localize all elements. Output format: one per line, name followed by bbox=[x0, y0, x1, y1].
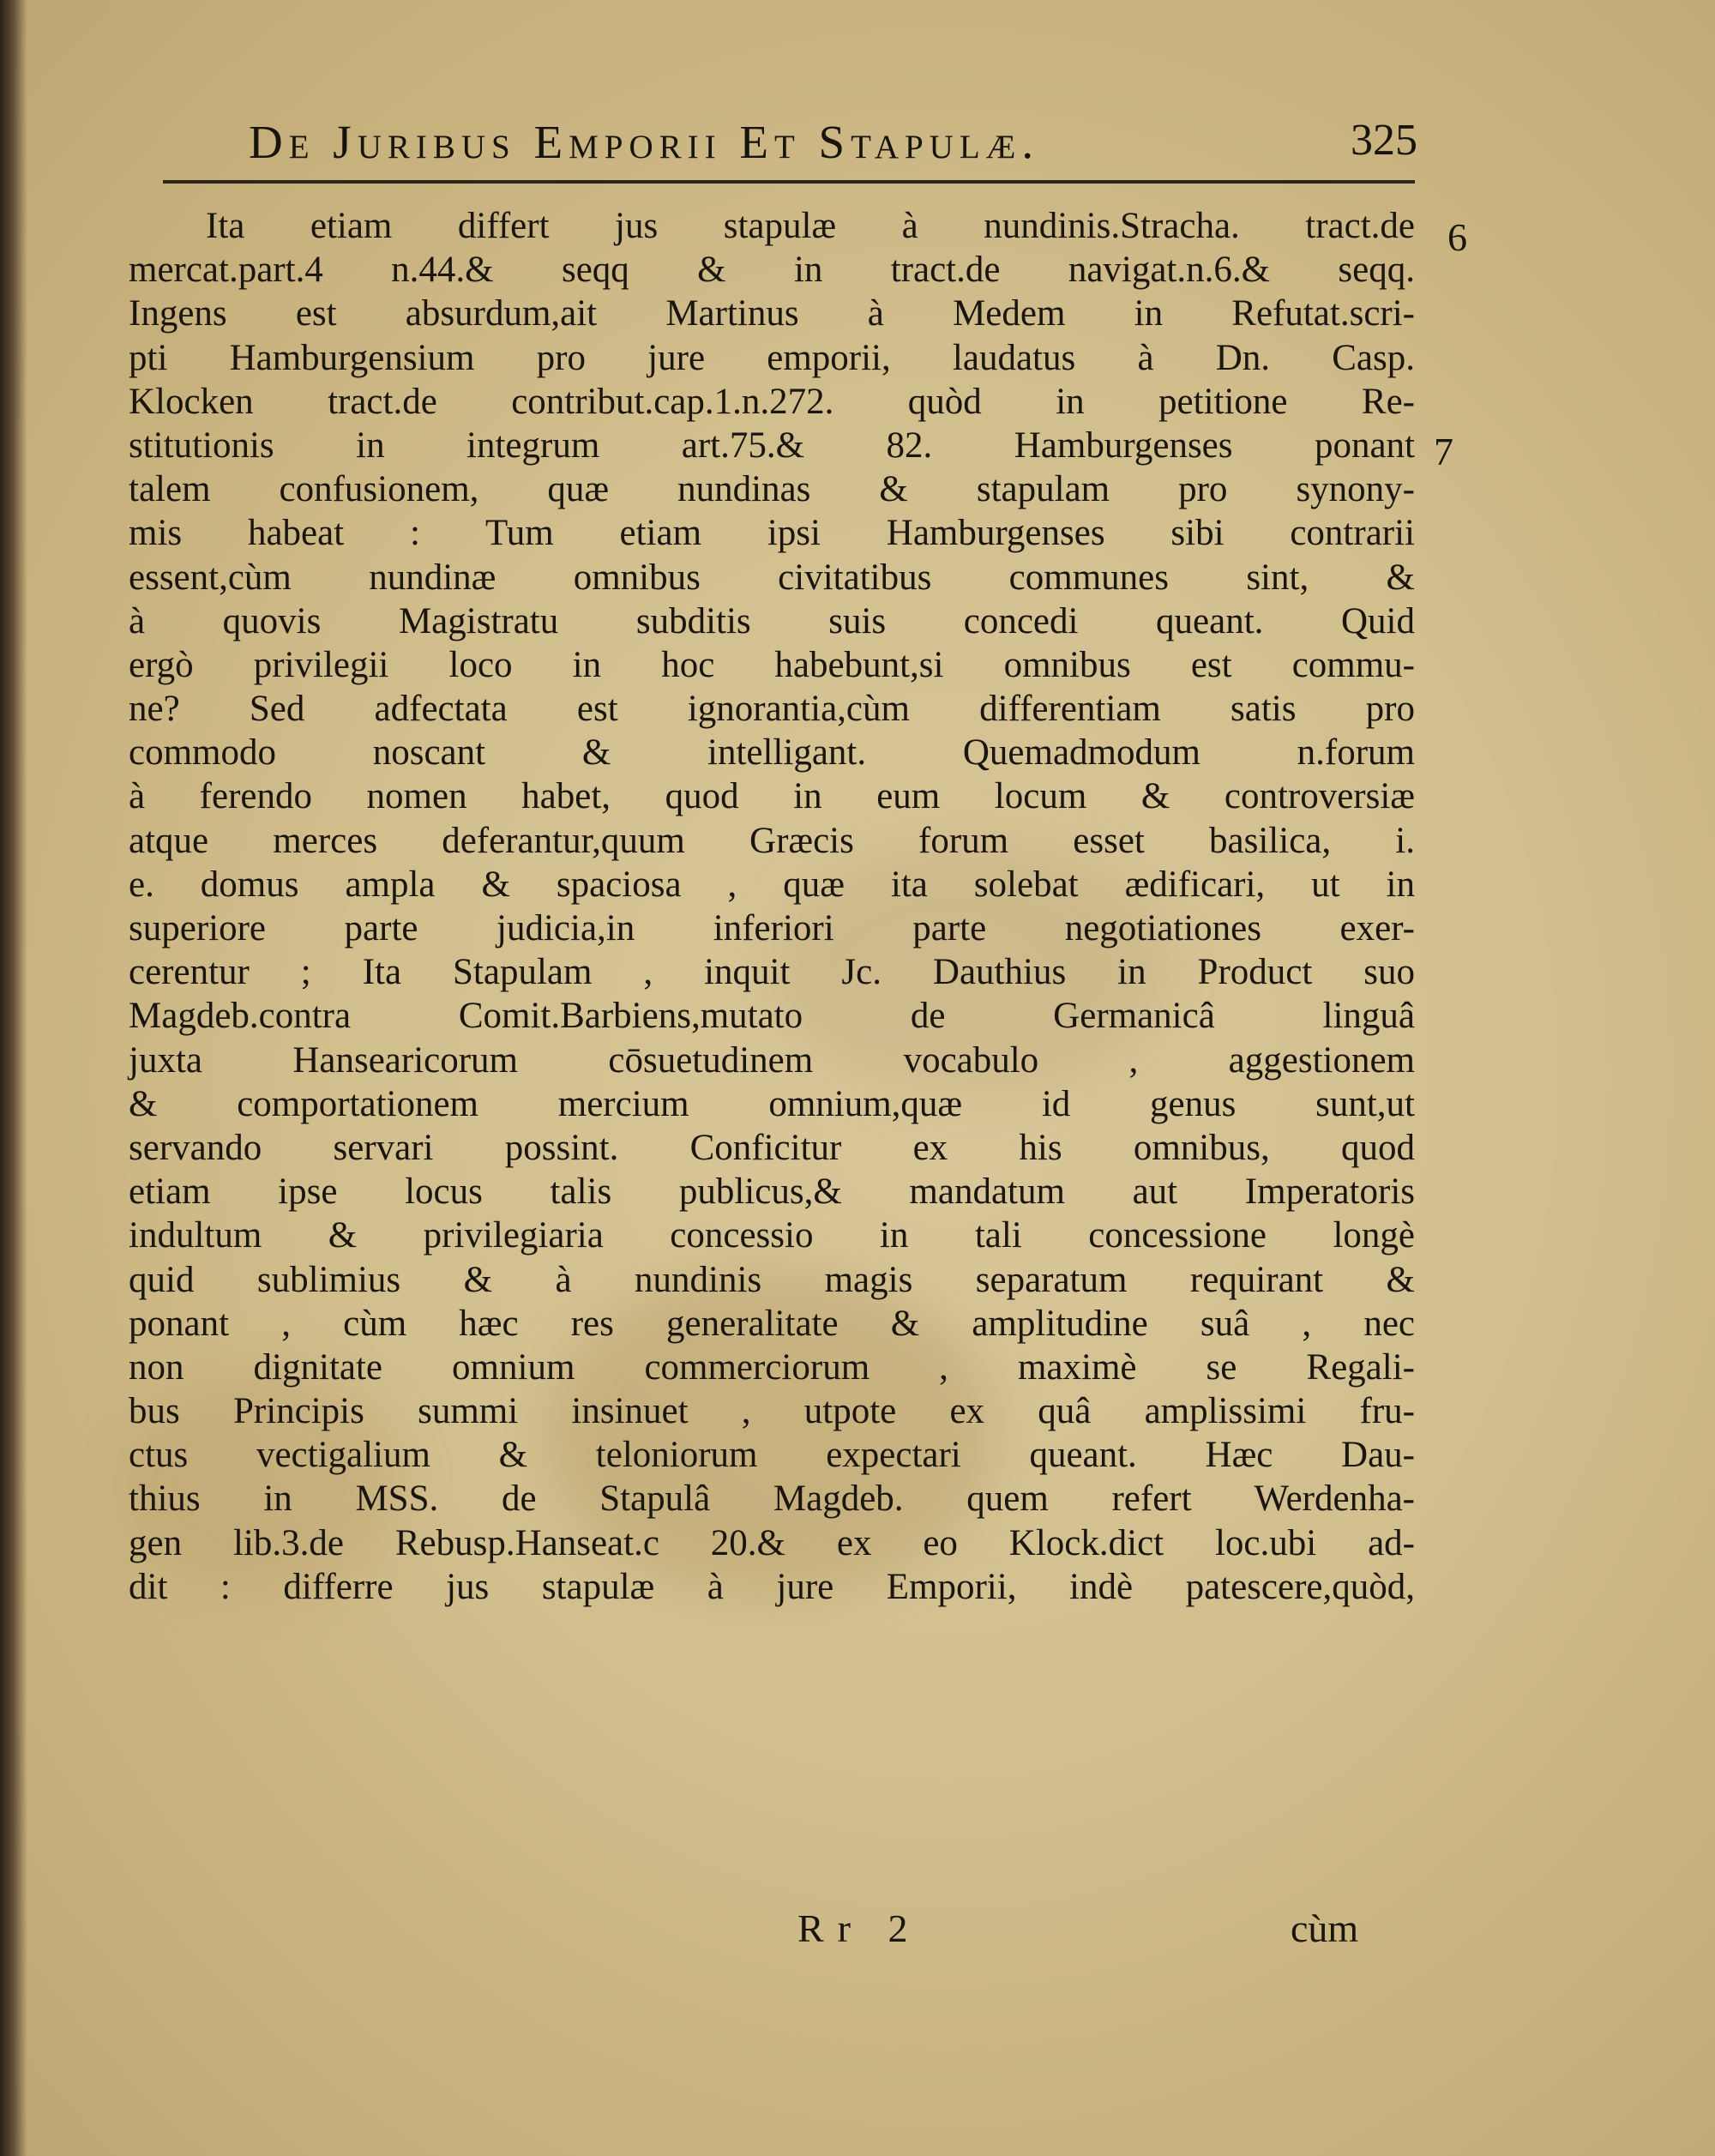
text-line: commodo noscant & intelligant. Quemadmodum n.forum bbox=[129, 732, 1415, 774]
text-line: essent,cùm nundinæ omnibus civitatibus communes sint, & bbox=[129, 557, 1415, 598]
text-line: à ferendo nomen habet, quod in eum locum & controversiæ bbox=[129, 776, 1415, 817]
text-line: Magdeb.contra Comit.Barbiens,mutato de Germanicâ linguâ bbox=[129, 996, 1415, 1037]
text-line: Ita etiam differt jus stapulæ à nundinis.Stracha. tract.de bbox=[206, 206, 1415, 246]
page-header bbox=[227, 110, 1428, 178]
text-line: Ingens est absurdum,ait Martinus à Medem in Refutat.scri- bbox=[129, 293, 1415, 334]
catchword: cùm bbox=[1291, 1906, 1359, 1950]
text-line: à quovis Magistratu subditis suis concedi queant. Quid bbox=[129, 600, 1415, 641]
text-line: stitutionis in integrum art.75.& 82. Hamburgenses ponant bbox=[129, 425, 1415, 466]
text-line: & comportationem mercium omnium,quæ id genus sunt,ut bbox=[129, 1083, 1415, 1124]
text-line: ctus vectigalium & teloniorum expectari queant. Hæc Dau- bbox=[129, 1435, 1415, 1476]
text-line: juxta Hansearicorum cōsuetudinem vocabulo , aggestionem bbox=[129, 1039, 1415, 1081]
spine-shadow bbox=[0, 0, 27, 2156]
margin-note: 7 bbox=[1434, 430, 1453, 473]
text-line: etiam ipse locus talis publicus,& mandatum aut Imperatoris bbox=[129, 1171, 1415, 1213]
text-line: ponant , cùm hæc res generalitate & amplitudine suâ , nec bbox=[129, 1303, 1415, 1344]
text-line: atque merces deferantur,quum Græcis forum esset basilica, i. bbox=[129, 820, 1415, 861]
text-line: gen lib.3.de Rebusp.Hanseat.c 20.& ex eo Klock.dict loc.ubi ad- bbox=[129, 1522, 1415, 1563]
margin-note: 6 bbox=[1447, 215, 1467, 259]
page-number: 325 bbox=[1351, 116, 1417, 165]
text-line: pti Hamburgensium pro jure emporii, laudatus à Dn. Casp. bbox=[129, 337, 1415, 378]
text-line: non dignitate omnium commerciorum , maximè se Regali- bbox=[129, 1346, 1415, 1388]
text-line: superiore parte judicia,in inferiori parte negotiationes exer- bbox=[129, 908, 1415, 949]
text-line: ne? Sed adfectata est ignorantia,cùm differentiam satis pro bbox=[129, 689, 1415, 730]
text-line: indultum & privilegiaria concessio in tali concessione longè bbox=[129, 1215, 1415, 1256]
text-line: e. domus ampla & spaciosa , quæ ita solebat ædificari, ut in bbox=[129, 864, 1415, 905]
signature-mark: Rr 2 bbox=[797, 1906, 922, 1950]
text-line: Klocken tract.de contribut.cap.1.n.272. quòd in petitione Re- bbox=[129, 381, 1415, 422]
text-line: mercat.part.4 n.44.& seqq & in tract.de navigat.n.6.& seqq. bbox=[129, 250, 1415, 291]
text-line: servando servari possint. Conficitur ex his omnibus, quod bbox=[129, 1127, 1415, 1168]
header-rule bbox=[163, 180, 1415, 184]
text-line: cerentur ; Ita Stapulam , inquit Jc. Dauthius in Product suo bbox=[129, 952, 1415, 993]
text-line: mis habeat : Tum etiam ipsi Hamburgenses sibi contrarii bbox=[129, 513, 1415, 554]
text-line: talem confusionem, quæ nundinas & stapulam pro synony- bbox=[129, 469, 1415, 510]
text-line: ergò privilegii loco in hoc habebunt,si omnibus est commu- bbox=[129, 644, 1415, 685]
text-line: dit : differre jus stapulæ à jure Emporii, indè patescere,quòd, bbox=[129, 1566, 1415, 1607]
text-line: bus Principis summi insinuet , utpote ex quâ amplissimi fru- bbox=[129, 1391, 1415, 1432]
text-line: quid sublimius & à nundinis magis separatum requirant & bbox=[129, 1259, 1415, 1300]
body-text bbox=[129, 204, 1415, 1609]
running-title: De Juribus Emporii Et Stapulæ. bbox=[249, 116, 1040, 168]
text-line: thius in MSS. de Stapulâ Magdeb. quem refert Werdenha- bbox=[129, 1478, 1415, 1520]
